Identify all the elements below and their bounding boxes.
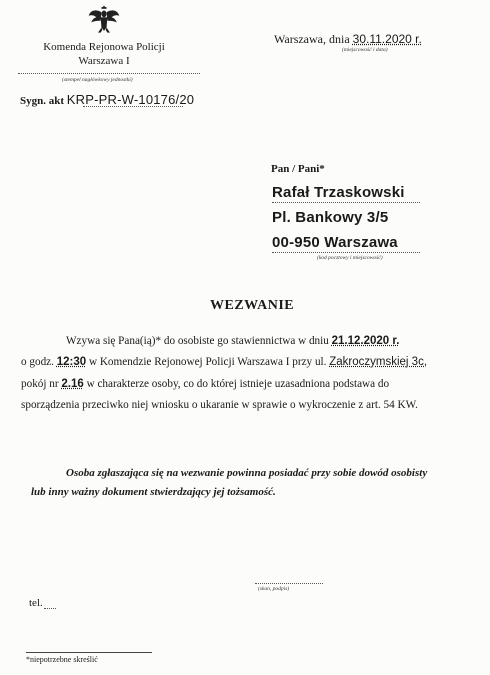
case-reference-value: KRP-PR-W-10176/20	[66, 92, 195, 107]
body-line-2-prefix: o godz.	[21, 356, 54, 368]
stamp-caption: (stempel nagłówkowy jednostki)	[62, 77, 133, 83]
addressee-caption: (kod pocztowy i miejscowość)	[317, 255, 383, 261]
footnote: *niepotrzebne skreślić	[26, 655, 98, 664]
addressee-name: Rafał Trzaskowski	[272, 184, 405, 201]
place-date	[274, 32, 422, 47]
addressee-street: Pl. Bankowy 3/5	[272, 209, 389, 226]
body-line-2-text: w Komendzie Rejonowej Policji Warszawa I przy ul.	[88, 356, 327, 368]
telephone-label: tel.	[29, 597, 43, 609]
police-unit-district: Warszawa I	[78, 55, 130, 67]
body-line-2	[21, 356, 427, 368]
footnote-rule	[26, 652, 152, 653]
addressee-salutation: Pan / Pani*	[271, 163, 325, 175]
room-number: 2.16	[61, 378, 84, 390]
body-line-1	[66, 335, 399, 347]
polish-eagle-emblem	[87, 2, 121, 36]
addressee-city: 00-950 Warszawa	[272, 234, 398, 251]
city-dotted-line	[272, 252, 420, 253]
police-unit-name: Komenda Rejonowa Policji	[43, 41, 165, 53]
body-line-3-text: w charakterze osoby, co do której istnieje uzasadniona podstawa do	[86, 378, 390, 390]
place-text: Warszawa, dnia	[274, 32, 350, 46]
station-street: Zakroczymskiej 3c,	[329, 356, 428, 368]
telephone-dotted-line	[44, 608, 56, 609]
signature-dotted-line	[255, 583, 323, 584]
case-reference	[20, 92, 194, 107]
appearance-date: 21.12.2020 r.	[331, 335, 400, 347]
body-line-3-prefix: pokój nr	[21, 378, 59, 390]
reference-dotted-line	[83, 106, 183, 107]
id-requirement-note-1: Osoba zgłaszająca się na wezwanie powinna posiadać przy sobie dowód osobisty	[66, 467, 428, 479]
body-line-4: sporządzenia przeciwko niej wniosku o ukaranie w sprawie o wykroczenie z art. 54 KW.	[21, 399, 418, 411]
stamp-dotted-line	[18, 73, 200, 74]
signature-caption: (skan, podpis)	[258, 586, 290, 592]
body-line-1-text: Wzywa się Pana(ią)* do osobiste go stawiennictwa w dniu	[66, 335, 329, 347]
case-reference-label: Sygn. akt	[20, 95, 65, 107]
name-dotted-line	[272, 202, 420, 203]
body-line-3	[21, 378, 389, 390]
document-title: WEZWANIE	[210, 298, 295, 313]
place-date-caption: (miejscowość i data)	[342, 47, 388, 53]
id-requirement-note-2: lub inny ważny dokument stwierdzający jej tożsamość.	[31, 486, 276, 498]
issue-date: 30.11.2020 r.	[352, 32, 422, 46]
appearance-time: 12:30	[56, 356, 87, 368]
